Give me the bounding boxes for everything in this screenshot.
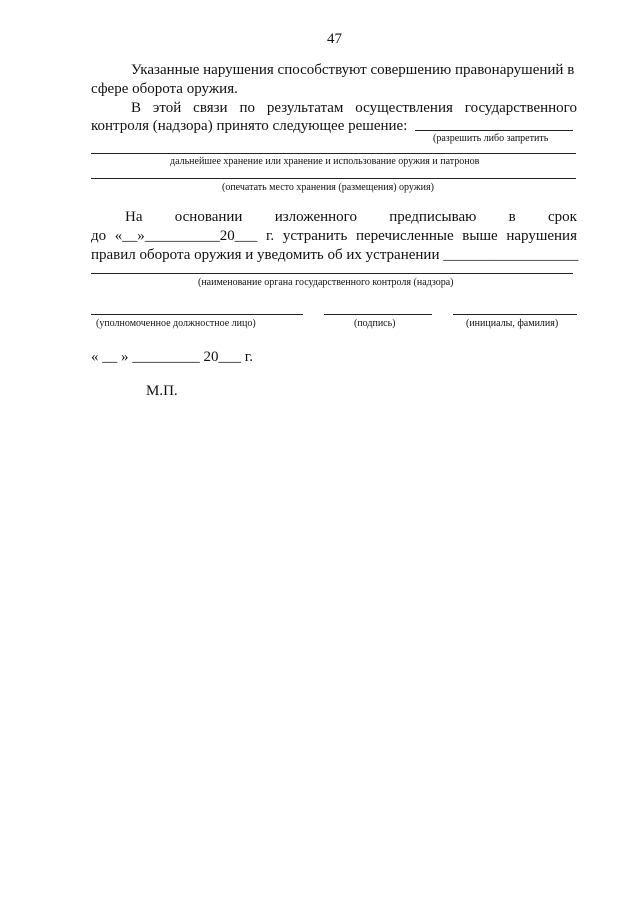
- word: результатам: [266, 100, 344, 116]
- page-number: 47: [327, 31, 342, 47]
- word: государственного: [464, 100, 577, 116]
- word: изложенного: [274, 209, 357, 225]
- word: связи: [193, 100, 228, 116]
- initials-caption: (инициалы, фамилия): [466, 318, 559, 329]
- authority-blank-line: [91, 273, 573, 274]
- order-line1: [125, 208, 577, 226]
- stamp-label: М.П.: [146, 383, 178, 399]
- word: осуществления: [355, 100, 453, 116]
- storage-blank-line: [91, 153, 576, 154]
- word: устранить: [282, 228, 348, 244]
- para2-line2: контроля (надзора) принято следующее решение:: [91, 118, 408, 134]
- word: основании: [174, 209, 243, 225]
- notify-blank: __________________: [443, 247, 579, 263]
- para1-line2: сфере оборота оружия.: [91, 81, 238, 97]
- signature-caption: (подпись): [354, 318, 396, 329]
- signature-blank-line: [324, 314, 432, 315]
- para1-line1: Указанные нарушения способствуют совершению правонарушений в: [131, 62, 575, 78]
- seal-place-caption: (опечатать место хранения (размещения) оружия): [222, 182, 434, 193]
- order-line3: [91, 246, 578, 264]
- word: по: [239, 100, 255, 116]
- order-line3-text: правил оборота оружия и уведомить об их устранении: [91, 247, 440, 263]
- decision-caption: (разрешить либо запретить: [433, 133, 549, 144]
- seal-place-blank-line: [91, 178, 576, 179]
- authority-caption: (наименование органа государственного контроля (надзора): [198, 277, 454, 288]
- decision-blank-line: [415, 130, 573, 131]
- word: выше: [462, 228, 498, 244]
- storage-caption: дальнейшее хранение или хранение и использование оружия и патронов: [170, 156, 480, 167]
- official-caption: (уполномоченное должностное лицо): [96, 318, 256, 329]
- word: этой: [152, 100, 182, 116]
- initials-blank-line: [453, 314, 577, 315]
- date-line: « __ » _________ 20___ г.: [91, 349, 253, 365]
- order-line2: [91, 227, 577, 245]
- para2-line1: [131, 99, 577, 117]
- word: перечисленные: [356, 228, 454, 244]
- word: нарушения: [506, 228, 577, 244]
- word: срок: [548, 209, 577, 225]
- official-blank-line: [91, 314, 303, 315]
- word: до: [91, 228, 107, 244]
- word: «__»__________20___: [114, 228, 258, 244]
- word: в: [508, 209, 516, 225]
- word: г.: [265, 228, 275, 244]
- word: На: [125, 209, 143, 225]
- word: предписываю: [389, 209, 477, 225]
- word: В: [131, 100, 142, 116]
